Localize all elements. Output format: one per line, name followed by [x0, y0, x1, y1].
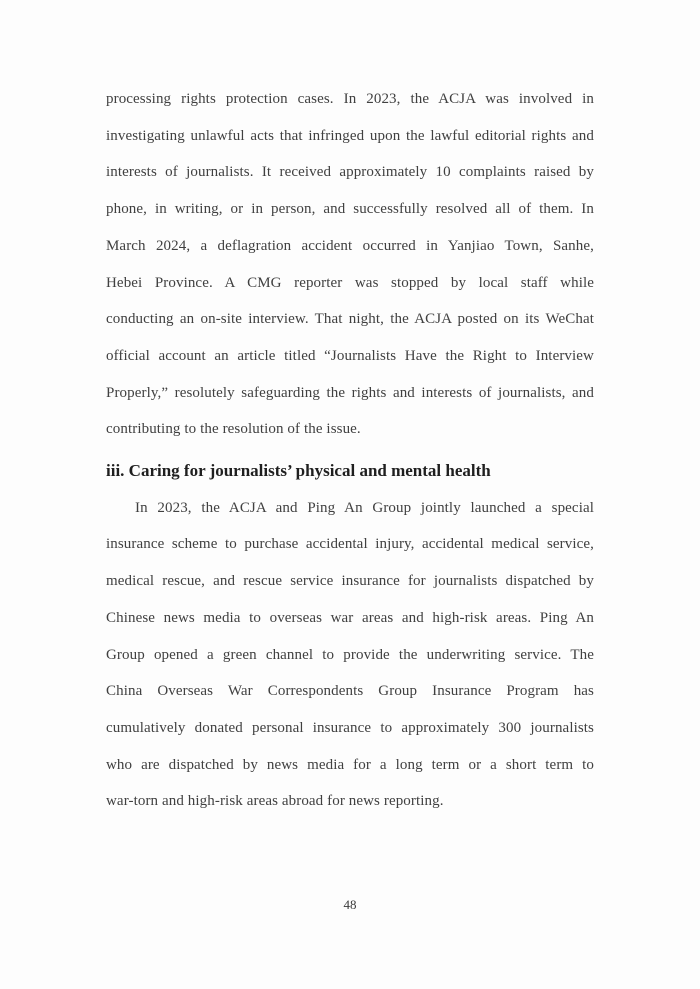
text-line: March 2024, a deflagration accident occurred in Yanjiao Town, Sanhe,: [106, 237, 594, 254]
text-line: Group opened a green channel to provide the underwriting service. The: [106, 646, 594, 663]
text-line: cumulatively donated personal insurance to approximately 300 journalists: [106, 719, 594, 736]
text-line: interests of journalists. It received approximately 10 complaints raised by: [106, 164, 594, 181]
paragraph-1: [106, 81, 594, 448]
text-line: conducting an on-site interview. That night, the ACJA posted on its WeChat: [106, 311, 594, 328]
text-line: contributing to the resolution of the issue.: [106, 421, 361, 438]
page-number: 48: [343, 897, 357, 912]
text-line: who are dispatched by news media for a long term or a short term to: [106, 756, 594, 773]
text-line: Chinese news media to overseas war areas and high-risk areas. Ping An: [106, 609, 594, 626]
paragraph-2: [106, 490, 594, 820]
text-line: In 2023, the ACJA and Ping An Group jointly launched a special: [135, 499, 594, 516]
text-line: official account an article titled “Journalists Have the Right to Interview: [106, 347, 594, 364]
text-line: China Overseas War Correspondents Group Insurance Program has: [106, 683, 594, 700]
section-heading: iii. Caring for journalists’ physical and mental health: [106, 461, 491, 481]
text-line: investigating unlawful acts that infringed upon the lawful editorial rights and: [106, 127, 594, 144]
text-line: war-torn and high-risk areas abroad for news reporting.: [106, 793, 444, 810]
text-line: Hebei Province. A CMG reporter was stopped by local staff while: [106, 274, 594, 291]
text-line: Properly,” resolutely safeguarding the rights and interests of journalists, and: [106, 384, 594, 401]
text-line: insurance scheme to purchase accidental injury, accidental medical service,: [106, 536, 594, 553]
text-line: medical rescue, and rescue service insurance for journalists dispatched by: [106, 573, 594, 590]
text-line: processing rights protection cases. In 2023, the ACJA was involved in: [106, 91, 594, 107]
text-line: phone, in writing, or in person, and successfully resolved all of them. In: [106, 201, 594, 218]
